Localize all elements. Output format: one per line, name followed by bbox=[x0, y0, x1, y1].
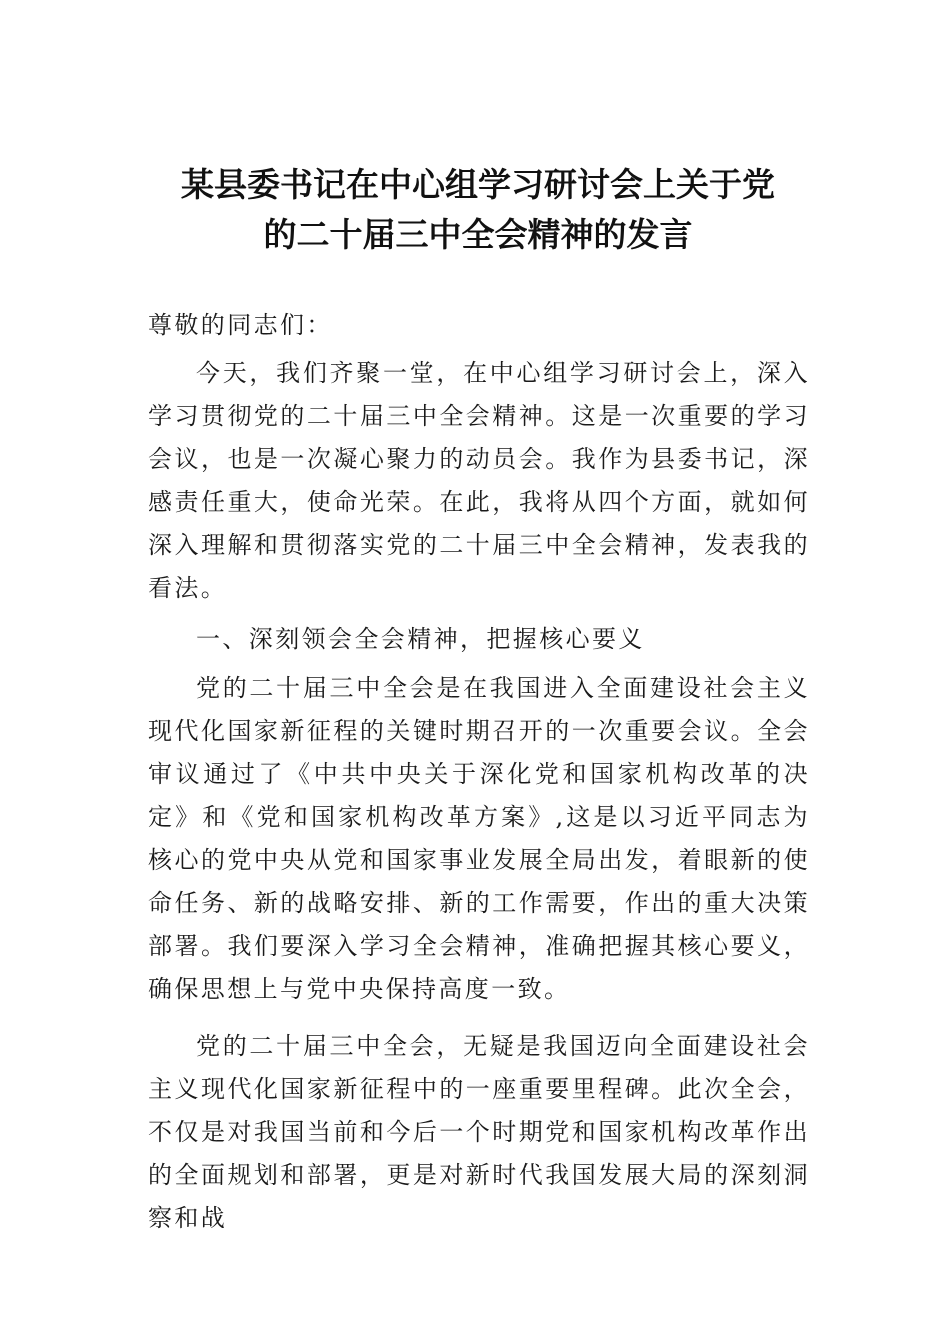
paragraph-intro: 今天，我们齐聚一堂，在中心组学习研讨会上，深入学习贯彻党的二十届三中全会精神。这是一次重要的学习会议，也是一次凝心聚力的动员会。我作为县委书记，深感责任重大，使命光荣。在此，我将从四个方面，就如何深入理解和贯彻落实党的二十届三中全会精神，发表我的看法。 bbox=[148, 359, 810, 602]
document-title bbox=[148, 160, 808, 260]
section-heading-1: 一、深刻领会全会精神，把握核心要义 bbox=[196, 625, 645, 653]
salutation: 尊敬的同志们： bbox=[148, 311, 333, 339]
paragraph-3: 党的二十届三中全会，无疑是我国迈向全面建设社会主义现代化国家新征程中的一座重要里程碑。此次全会，不仅是对我国当前和今后一个时期党和国家机构改革作出的全面规划和部署，更是对新时代我国发展大局的深刻洞察和战 bbox=[148, 1032, 810, 1232]
title-line-1: 某县委书记在中心组学习研讨会上关于党 bbox=[181, 165, 775, 204]
document-body bbox=[148, 304, 810, 1240]
paragraph-2: 党的二十届三中全会是在我国进入全面建设社会主义现代化国家新征程的关键时期召开的一次重要会议。全会审议通过了《中共中央关于深化党和国家机构改革的决定》和《党和国家机构改革方案》,这是以习近平同志为核心的党中央从党和国家事业发展全局出发，着眼新的使命任务、新的战略安排、新的工作需要，作出的重大决策部署。我们要深入学习全会精神，准确把握其核心要义，确保思想上与党中央保持高度一致。 bbox=[148, 674, 810, 1003]
title-line-2: 的二十届三中全会精神的发言 bbox=[263, 215, 693, 254]
